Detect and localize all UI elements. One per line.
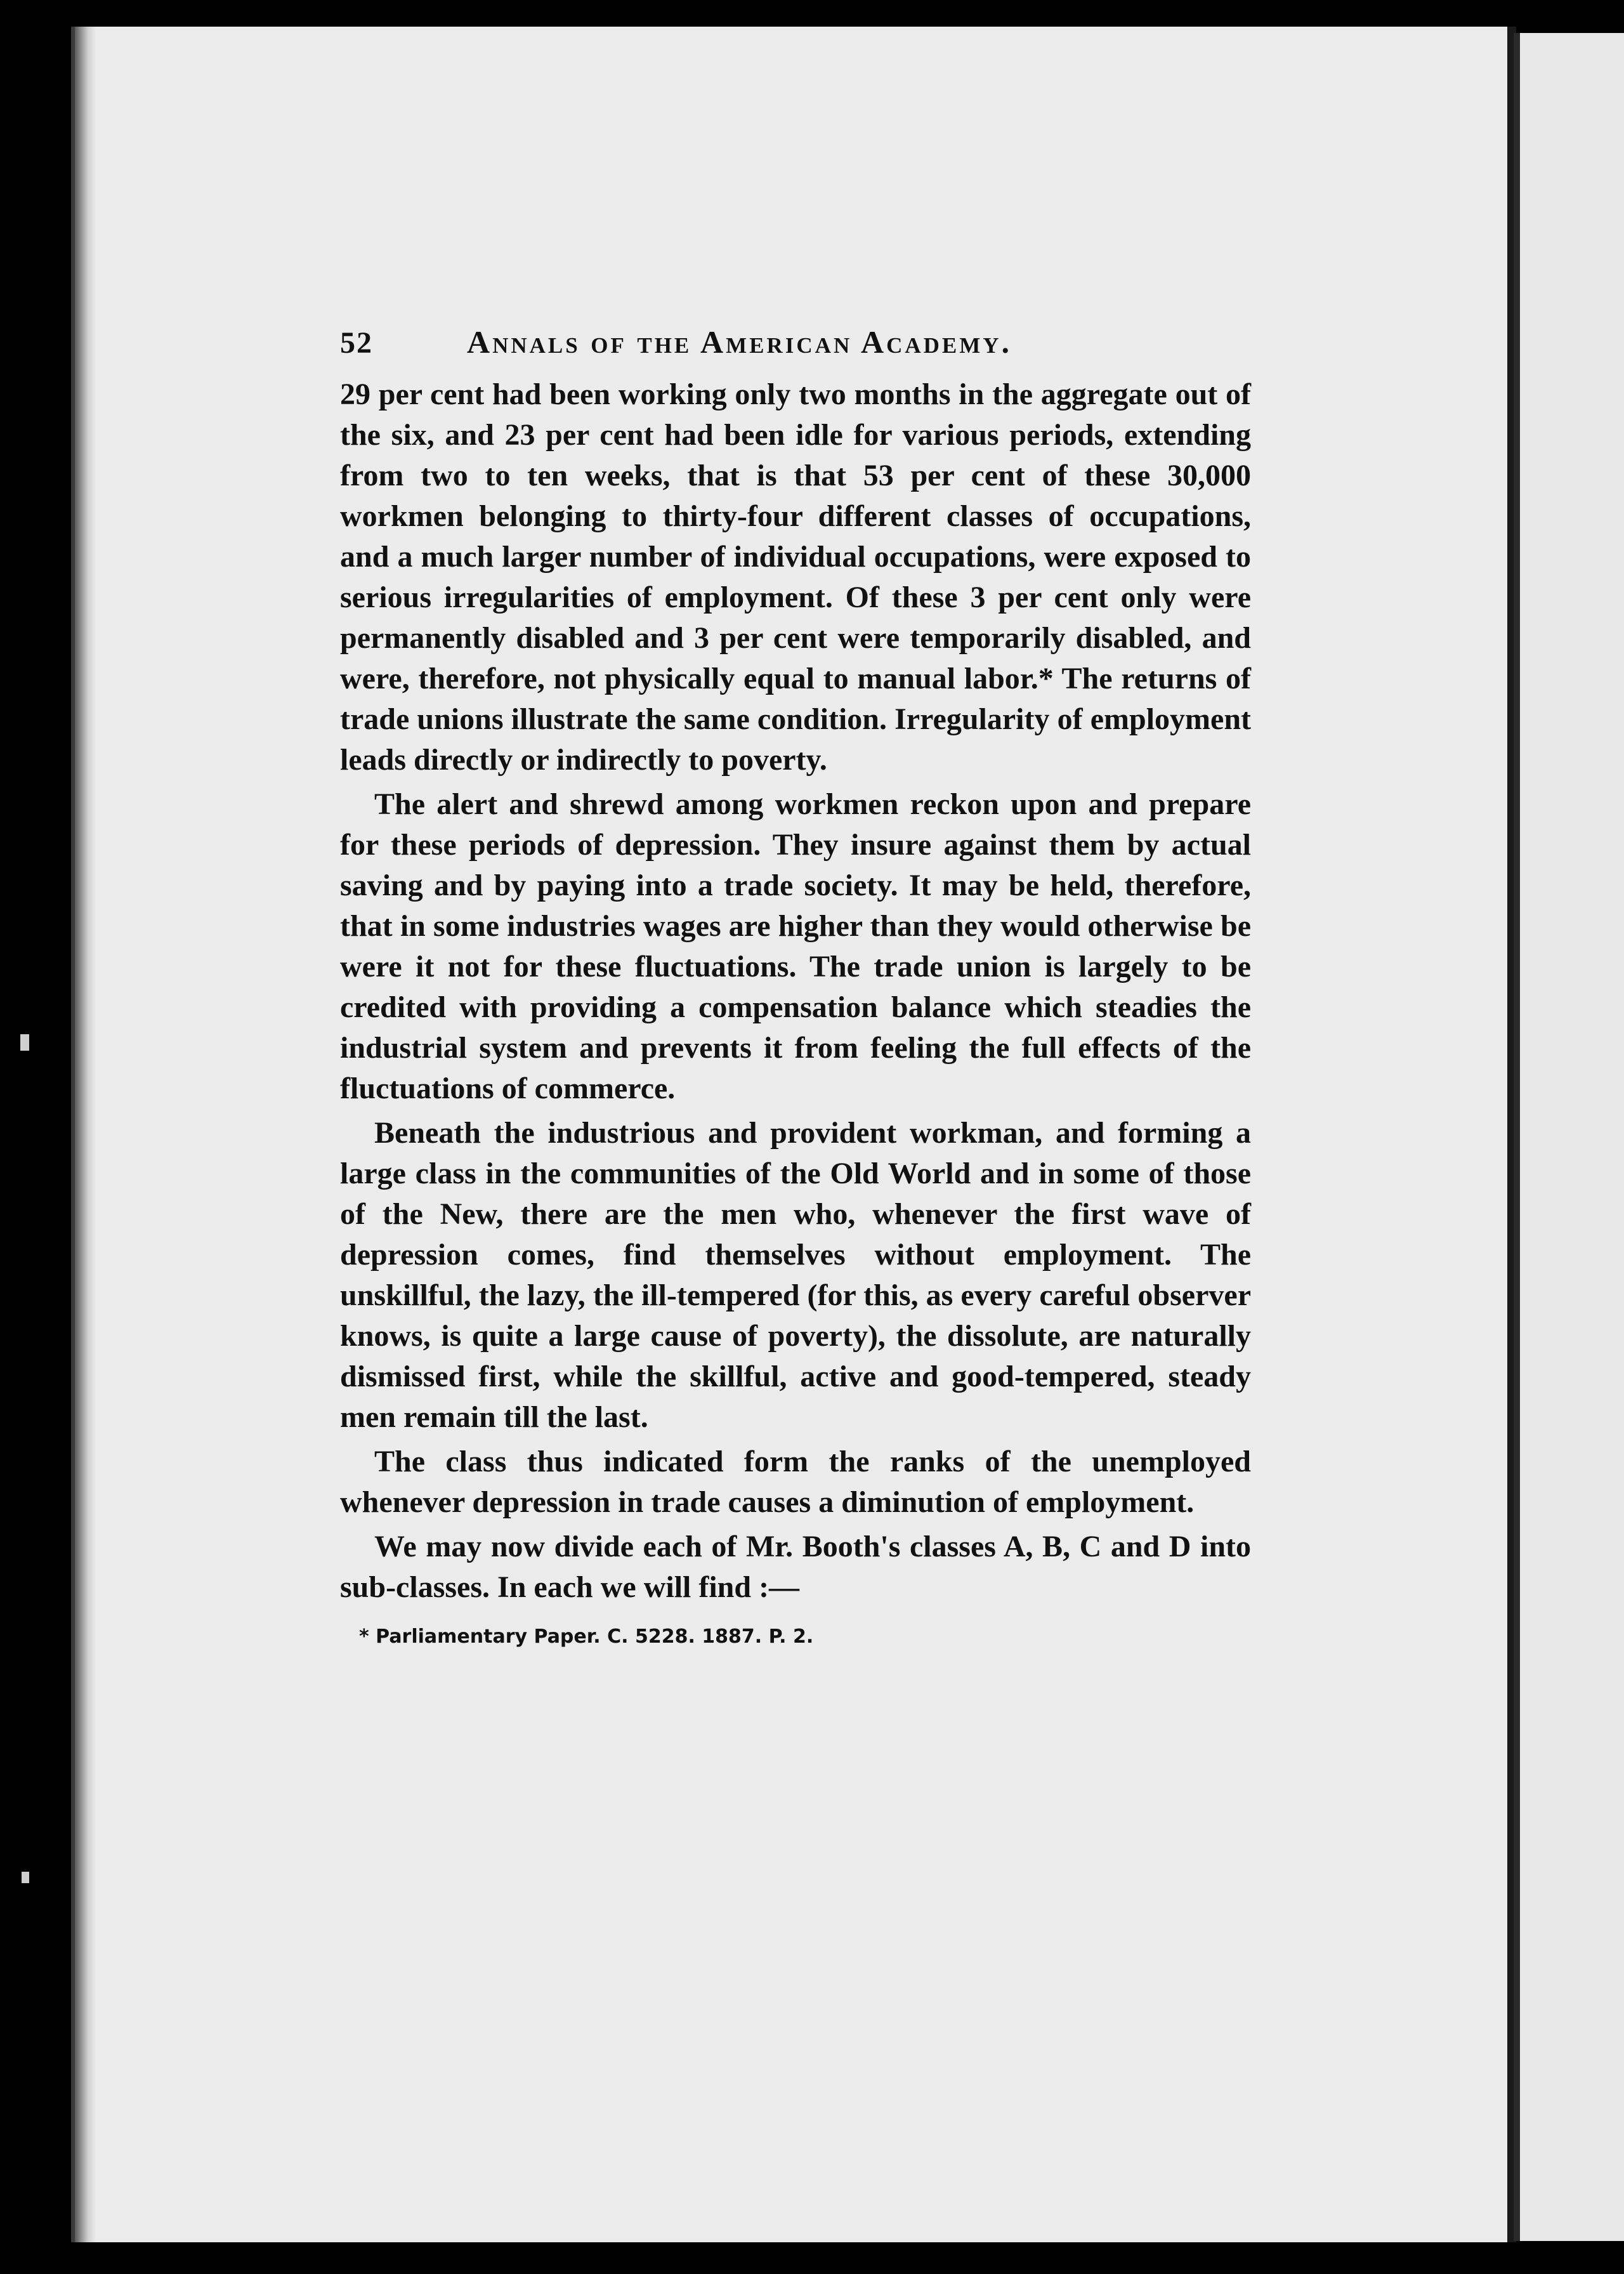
paragraph: We may now divide each of Mr. Booth's classes A, B, C and D into sub-classes. In each we will find :— xyxy=(340,1530,1251,1604)
running-title: Annals of the American Academy. xyxy=(467,324,1012,360)
page-number: 52 xyxy=(340,326,373,360)
facing-page-edge xyxy=(1514,33,1624,2241)
paragraph: The class thus indicated form the ranks of the unemployed whenever depression in trade causes a diminution of employment. xyxy=(340,1445,1251,1519)
paragraph: Beneath the industrious and provident workman, and forming a large class in the communities of the Old World and in some of those of the New, there are the men who, whenever the first wave of depression comes, find themselves without employment. The unskillful, the lazy, the ill-tempered (for this, as every careful observer knows, is quite a large cause of poverty), the dissolute, are naturally dismissed first, while the skillful, active and good-tempered, steady men remain till the last. xyxy=(340,1116,1251,1434)
page-text xyxy=(340,324,1251,1650)
footnote: * Parliamentary Paper. C. 5228. 1887. P. 2. xyxy=(359,1626,814,1648)
scan-speck xyxy=(20,1034,29,1051)
paragraph-continued: 29 per cent had been working only two months in the aggregate out of the six, and 23 per cent had been idle for various periods, extending from two to ten weeks, that is that 53 per cent of these 30,000 workmen belonging to thirty-four different classes of occupations, and a much larger number of individual occupations, were exposed to serious irregularities of employment. Of these 3 per cent only were permanently disabled and 3 per cent were temporarily disabled, and were, therefore, not physically equal to manual labor.* The returns of trade unions illustrate the same condition. Irregularity of employment leads directly or indirectly to poverty. xyxy=(340,378,1251,777)
paragraph: The alert and shrewd among workmen reckon upon and prepare for these periods of depression. They insure against them by actual saving and by paying into a trade society. It may be held, therefore, that in some industries wages are higher than they would otherwise be were it not for these fluctuations. The trade union is largely to be credited with providing a compensation balance which steadies the industrial system and prevents it from feeling the full effects of the fluctuations of commerce. xyxy=(340,787,1251,1105)
scan-speck xyxy=(22,1872,29,1883)
running-head xyxy=(340,324,1251,374)
